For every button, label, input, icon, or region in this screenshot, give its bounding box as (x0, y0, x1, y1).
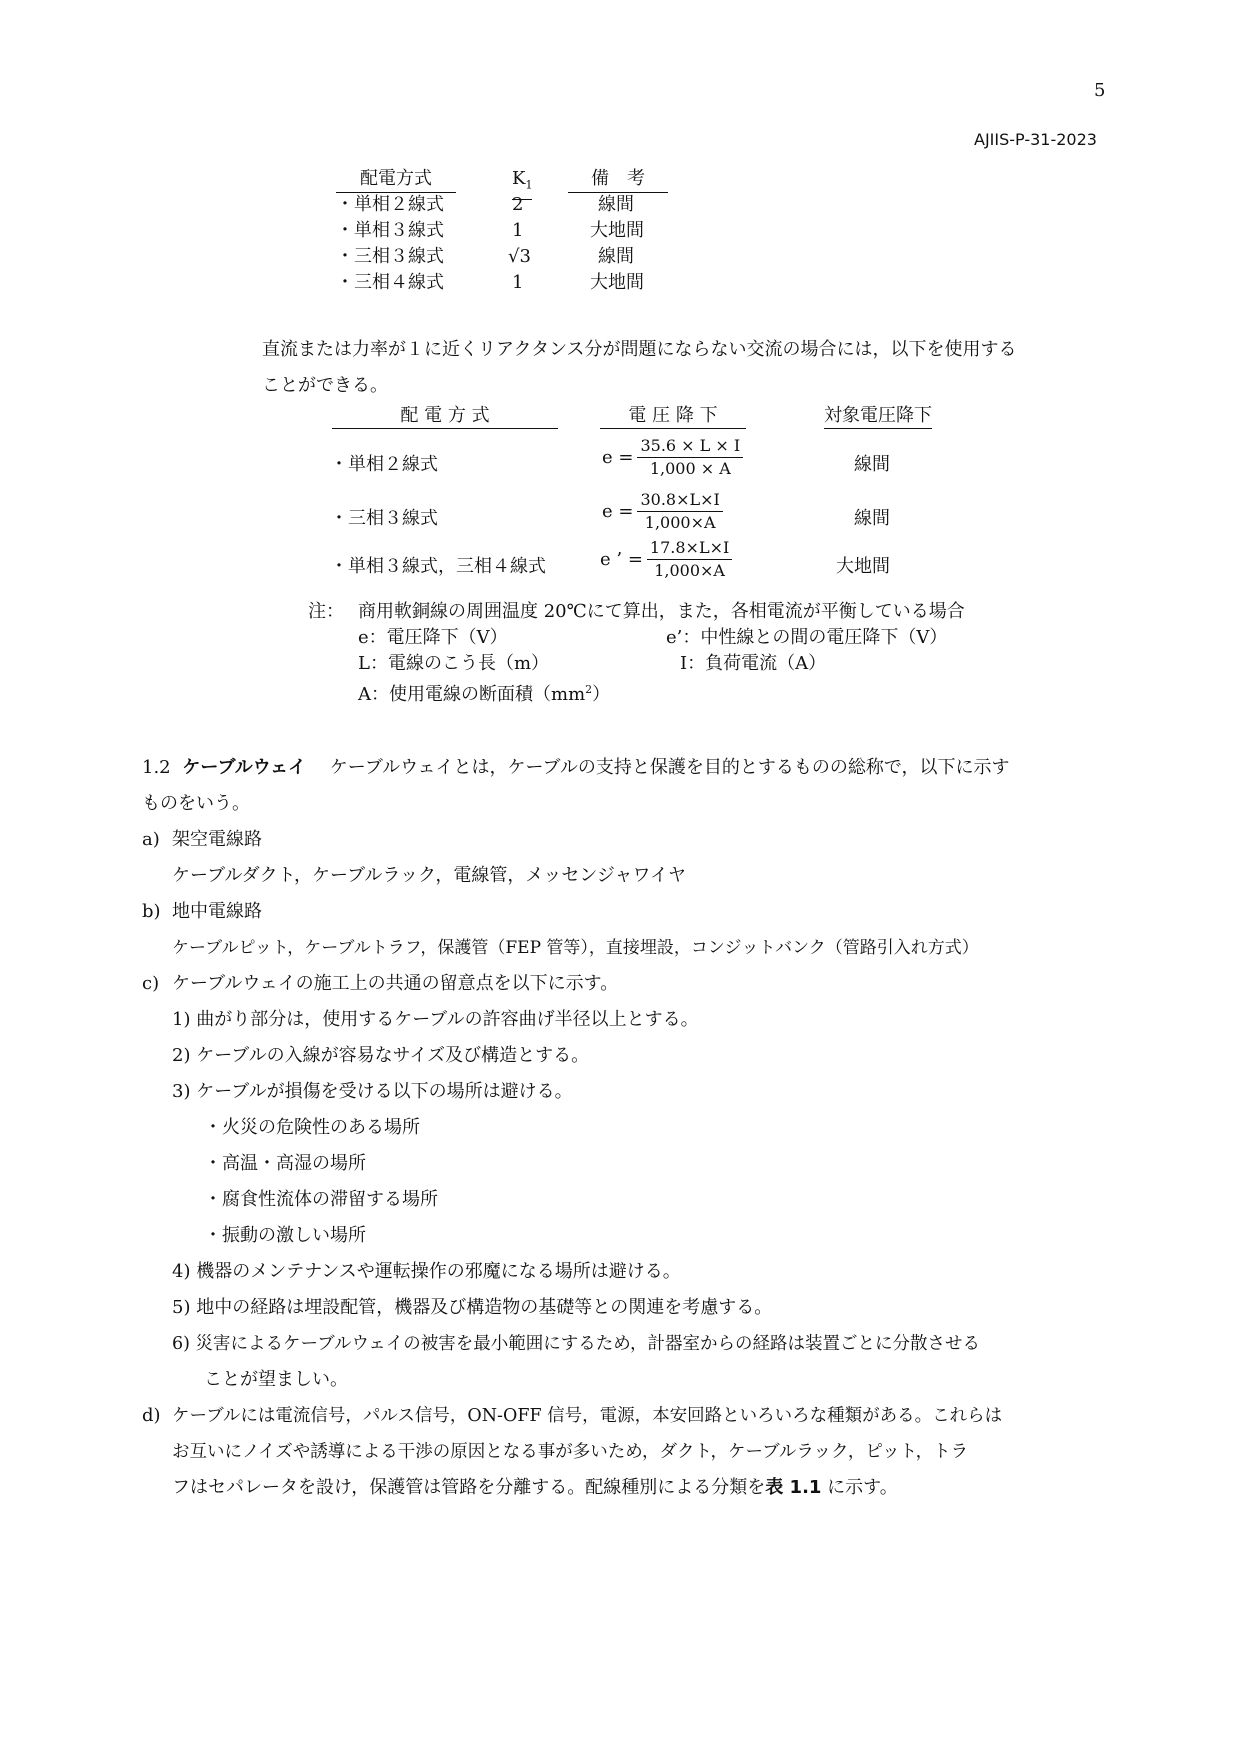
formula-denominator: 1,000×A (654, 561, 725, 580)
formula-lhs: e ’ = (600, 549, 643, 570)
vd-header-method: 配 電 方 式 (332, 404, 558, 429)
voltage-drop-formula (600, 538, 732, 581)
method-cell: ・三相３線式 (330, 508, 438, 529)
note-l-def: L：電線のこう長（m） (358, 653, 550, 674)
note-label: 注： (308, 601, 344, 622)
formula-numerator: 17.8×L×I (647, 538, 732, 560)
k-cell: 1 (512, 272, 524, 293)
item-b-title: 地中電線路 (172, 901, 262, 922)
note-cell: 大地間 (590, 272, 644, 293)
section-title: ケーブルウェイ (182, 757, 307, 778)
formula-numerator: 35.6 × L × I (637, 436, 743, 458)
item-c6-line1: 6) 災害によるケーブルウェイの被害を最小範囲にするため，計器室からの経路は装置ごとに分散させる (172, 1334, 981, 1354)
document-code: AJIIS-P-31-2023 (974, 130, 1097, 149)
note-e-prime-def: e’：中性線との間の電圧降下（V） (666, 627, 948, 648)
target-cell: 線間 (854, 508, 890, 529)
item-d-line2: お互いにノイズや誘導による干渉の原因となる事が多いため，ダクト，ケーブルラック，ピット，トラ (172, 1442, 969, 1462)
item-b-body: ケーブルピット，ケーブルトラフ，保護管（FEP 管等），直接埋設，コンジットバンク（管路引入れ方式） (172, 938, 979, 958)
item-c-title: ケーブルウェイの施工上の共通の留意点を以下に示す。 (172, 973, 619, 994)
item-d-line1: ケーブルには電流信号，パルス信号，ON-OFF 信号，電源，本安回路といろいろな種類がある。これらは (172, 1406, 1003, 1426)
note-line-1: 商用軟銅線の周囲温度 20℃にて算出，また，各相電流が平衡している場合 (358, 601, 965, 622)
target-cell: 大地間 (836, 556, 890, 577)
dc-paragraph-line1: 直流または力率が１に近くリアクタンス分が問題にならない交流の場合には，以下を使用する (262, 339, 1017, 360)
note-cell: 大地間 (590, 220, 644, 241)
item-a-label: a) (142, 829, 160, 850)
list-item: ・振動の激しい場所 (204, 1225, 366, 1246)
header-note: 備 考 (568, 166, 668, 193)
formula-fraction (647, 538, 732, 581)
table-reference-link[interactable]: 表 1.1 (765, 1477, 822, 1498)
vd-header-target: 対象電圧降下 (824, 404, 932, 429)
voltage-drop-formula (602, 436, 743, 479)
list-item: ・高温・高湿の場所 (204, 1153, 366, 1174)
k-cell: 1 (512, 220, 524, 241)
header-method: 配電方式 (336, 166, 456, 193)
item-c3: 3) ケーブルが損傷を受ける以下の場所は避ける。 (172, 1081, 573, 1102)
item-c1: 1) 曲がり部分は，使用するケーブルの許容曲げ半径以上とする。 (172, 1009, 699, 1030)
note-e-def: e：電圧降下（V） (358, 627, 508, 648)
formula-lhs: e = (602, 501, 634, 522)
method-cell: ・三相３線式 (336, 246, 444, 267)
item-d-line3: フはセパレータを設け，保護管は管路を分離する。配線種別による分類を表 1.1 に示す。 (172, 1477, 898, 1498)
note-cell: 線間 (598, 194, 634, 215)
page-number: 5 (1094, 80, 1106, 101)
formula-numerator: 30.8×L×I (637, 490, 722, 512)
list-item: ・火災の危険性のある場所 (204, 1117, 420, 1138)
item-a-title: 架空電線路 (172, 829, 262, 850)
method-cell: ・三相４線式 (336, 272, 444, 293)
section-heading-line (142, 756, 1009, 780)
formula-lhs: e = (602, 447, 634, 468)
formula-denominator: 1,000 × A (649, 459, 731, 478)
item-c2: 2) ケーブルの入線が容易なサイズ及び構造とする。 (172, 1045, 590, 1066)
item-c4: 4) 機器のメンテナンスや運転操作の邪魔になる場所は避ける。 (172, 1261, 681, 1282)
formula-fraction (637, 490, 722, 533)
note-a-def: A：使用電線の断面積$(mm^2)$ (358, 683, 611, 705)
header-k: $K_1$ (512, 166, 532, 200)
item-d-label: d) (142, 1405, 161, 1426)
section-intro-line1: ケーブルウェイとは，ケーブルの支持と保護を目的とするものの総称で，以下に示す (329, 757, 1010, 778)
note-i-def: I：負荷電流（A） (680, 653, 827, 674)
formula-fraction (637, 436, 743, 479)
item-b-label: b) (142, 901, 161, 922)
voltage-drop-formula (602, 490, 723, 533)
dc-paragraph-line2: ことができる。 (262, 375, 388, 396)
method-cell: ・単相２線式 (336, 194, 444, 215)
method-cell: ・単相３線式，三相４線式 (330, 556, 546, 577)
k-cell: 2 (512, 194, 524, 215)
method-cell: ・単相２線式 (330, 454, 438, 475)
list-item: ・腐食性流体の滞留する場所 (204, 1189, 438, 1210)
item-c6-line2: ことが望ましい。 (204, 1369, 348, 1390)
section-number: 1.2 (142, 757, 171, 778)
method-cell: ・単相３線式 (336, 220, 444, 241)
vd-header-drop: 電 圧 降 下 (600, 404, 746, 429)
formula-denominator: 1,000×A (644, 513, 716, 532)
section-intro-line2: ものをいう。 (142, 793, 250, 814)
k-cell: √3 (508, 246, 531, 267)
item-c-label: c) (142, 973, 160, 994)
note-cell: 線間 (598, 246, 634, 267)
item-c5: 5) 地中の経路は埋設配管，機器及び構造物の基礎等との関連を考慮する。 (172, 1297, 773, 1318)
target-cell: 線間 (854, 454, 890, 475)
item-a-body: ケーブルダクト，ケーブルラック，電線管，メッセンジャワイヤ (172, 865, 686, 886)
